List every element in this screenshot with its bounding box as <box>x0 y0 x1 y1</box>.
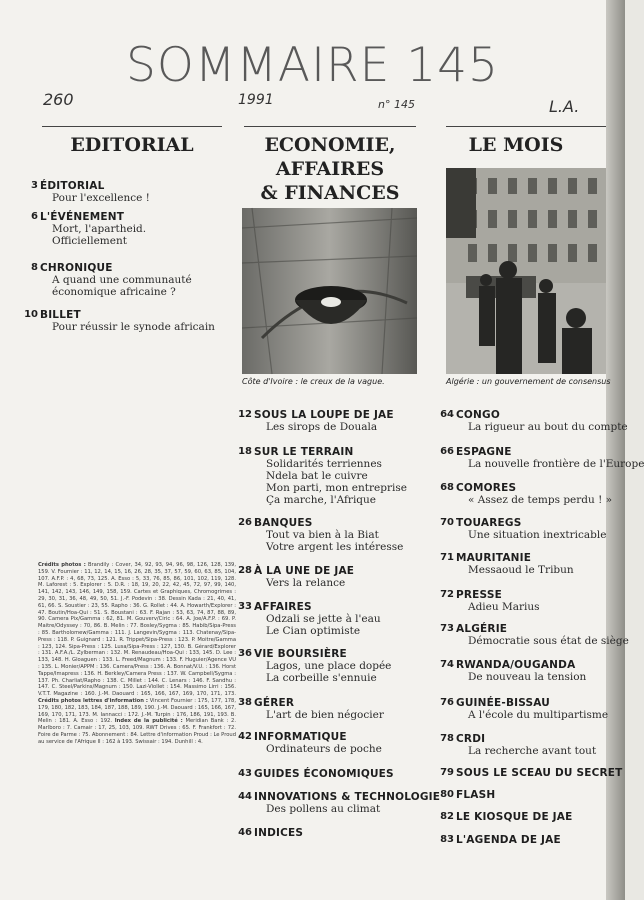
page-number: 10 <box>24 309 38 320</box>
entry-subtitle: La recherche avant tout <box>468 745 597 757</box>
entry-subtitle: Votre argent les intéresse <box>266 541 404 553</box>
page-number: 82 <box>440 811 454 822</box>
entry-heading: SOUS LA LOUPE DE JAE <box>254 409 394 421</box>
page-number: 66 <box>440 446 454 457</box>
mois-rule <box>446 126 606 127</box>
credits-pub-text: Meridian Bank : 2. Marlboro : 7. Camair : 17, 25, 103, 109. RWT Drives : 65. F. Frankfort : 72. Foire de Parme : 75. Abonnement : 84. Lettre d'information Proud : Le Proud au service de l'Afrique II : 162 à 193. Swissair : 194. Dunhill : 4. <box>38 718 236 745</box>
page-number: 42 <box>238 731 252 742</box>
page-number: 64 <box>440 409 454 420</box>
photo-cote-ivoire <box>242 208 417 374</box>
entry-heading: MAURITANIE <box>456 552 532 564</box>
page-number: 78 <box>440 733 454 744</box>
entry-heading: INFORMATIQUE <box>254 731 347 743</box>
entry-subtitle: Tout va bien à la Biat <box>266 529 379 541</box>
page-number: 72 <box>440 589 454 600</box>
page-number: 38 <box>238 697 252 708</box>
entry-heading: L'ÉVÉNEMENT <box>40 211 125 223</box>
page-title: SOMMAIRE 145 <box>126 38 499 93</box>
page-number: 28 <box>238 565 252 576</box>
page-number: 12 <box>238 409 252 420</box>
page-number: 44 <box>238 791 252 802</box>
entry-heading: ALGÉRIE <box>456 623 508 635</box>
entry-heading: VIE BOURSIÈRE <box>254 648 347 660</box>
caption-cote-ivoire: Côte d'Ivoire : le creux de la vague. <box>242 377 385 386</box>
entry-subtitle: Des pollens au climat <box>266 803 381 815</box>
entry-subtitle: Une situation inextricable <box>468 529 607 541</box>
page-binding-shadow <box>606 0 625 900</box>
credits-block <box>38 562 236 746</box>
entry-subtitle: De nouveau la tension <box>468 671 587 683</box>
entry-heading: LE KIOSQUE DE JAE <box>456 811 573 823</box>
entry-subtitle: Le Cian optimiste <box>266 625 361 637</box>
entry-subtitle: Ndela bat le cuivre <box>266 470 368 482</box>
entry-heading: L'AGENDA DE JAE <box>456 834 561 846</box>
entry-subtitle: A l'école du multipartisme <box>468 709 609 721</box>
entry-heading: GUIDES ÉCONOMIQUES <box>254 768 394 780</box>
entry-subtitle: La corbeille s'ennuie <box>266 672 377 684</box>
entry-subtitle: Vers la relance <box>266 577 346 589</box>
credits-pub-label: Index de la publicité : <box>114 718 183 725</box>
page-number: 68 <box>440 482 454 493</box>
page-number: 33 <box>238 601 252 612</box>
page-number: 6 <box>31 211 38 222</box>
page-number: 46 <box>238 827 252 838</box>
entry-subtitle: Adieu Marius <box>468 601 540 613</box>
entry-heading: BILLET <box>40 309 81 321</box>
page-number: 83 <box>440 834 454 845</box>
page-number: 74 <box>440 659 454 670</box>
entry-subtitle: Officiellement <box>52 235 127 247</box>
entry-heading: INNOVATIONS & TECHNOLOGIE <box>254 791 441 803</box>
page-number: 79 <box>440 767 454 778</box>
entry-subtitle: « Assez de temps perdu ! » <box>468 494 613 506</box>
entry-subtitle: Pour réussir le synode africain <box>52 321 215 333</box>
entry-subtitle: La rigueur au bout du compte <box>468 421 628 433</box>
entry-subtitle: Mon parti, mon entreprise <box>266 482 407 494</box>
entry-heading: RWANDA/OUGANDA <box>456 659 576 671</box>
entry-subtitle: La nouvelle frontière de l'Europe <box>468 458 644 470</box>
entry-subtitle: Odzali se jette à l'eau <box>266 613 381 625</box>
entry-heading: À LA UNE DE JAE <box>254 565 355 577</box>
page-number: 80 <box>440 789 454 800</box>
editorial-rule <box>42 126 222 127</box>
entry-subtitle: Ordinateurs de poche <box>266 743 382 755</box>
entry-subtitle: A quand une communauté <box>52 274 192 286</box>
page-number: 26 <box>238 517 252 528</box>
entry-heading: GÉRER <box>254 697 295 709</box>
entry-heading: SOUS LE SCEAU DU SECRET <box>456 767 623 779</box>
caption-algerie: Algérie : un gouvernement de consensus <box>446 377 611 386</box>
credits-photos-text: Brandily : Cover, 34, 92, 93, 94, 96, 98, 126, 128, 139, 159. V. Fournier : 11, 12, 14, 15, 16, 26, 28, 35, 37, 57, 59, 60, 63, 85, 104, 107. A.F.P. : 4, 68, 73, 125. A. Esso : 5, 33, 76, 85, 86, 101, 102, 119, 128. M. Laforest : 5. Explorer : 5. D.R. : 18, 19, 20, 22, 42, 45, 72, 97, 99, 140, 141, 142, 143, 146, 149, 158, 159. Cartes et Graphiques, Chromogrimes : 29, 30, 31, 36, 48, 49, 50, 51. J.-F. Podevin : 38. Dessin Kada : 21, 40, 41, 61, 66. S. Soustier : 23, 55. Rapho : 36. G. Rollet : 44. A. Howarth/Explorer : 47. Boutin/Hoa-Qui : 51. S. Boustani : 63. F. Rajan : 53, 63, 74, 87, 88, 89, 90. Camera Pix/Gamma : 62, 81. M. Gouverv/Ciric : 64. A. Joe/A.F.P. : 69. P. Maitre/Odyssey : 70, 86. B. Melin : 77. Bosley/Sygma : 85. Habib/Sipa-Press : 85. Bartholomew/Gamma : 111. J. Langevin/Sygma : 113. Chatenay/Sipa-Press : 118. P. Guignard : 121. R. Trippet/Sipa-Press : 123. P. Moitre/Gamma : 123, 124. Sipa-Press : 125. Lusa/Sipa-Press : 127, 130. B. Gérard/Explorer : 131. A.F.A./L. Zylberman : 132. M. Renaudeau/Hoa-Qui : 133, 145. D. Lee : 133, 148. H. Gloaguen : 133. L. Freed/Magnum : 133. F. Huguier/Agence VU : 135. L. Monier/APPM : 136. Camera/Press : 136. A. Bonnat/V.U. : 136. Horst Tappe/Imapress : 136. H. Berkley/Camera Press : 137. W. Campbell/Sygma : 137. Ph. Charliat/Rapho : 138. C. Millet : 144. C. Lenars : 146. F. Sandhu : 147. C. Steel/Parkins/Magnum : 150. Lazi-Viollet : 154. Massimo Lirri : 156. V.T.T. Magazine : 160. J.-M. Daouard : 165, 166, 167, 169, 170, 171, 173. <box>38 562 237 698</box>
page-number: 73 <box>440 623 454 634</box>
page-number: 70 <box>440 517 454 528</box>
entry-heading: CONGO <box>456 409 500 421</box>
entry-subtitle: Les sirops de Douala <box>266 421 378 433</box>
entry-heading: TOUAREGS <box>456 517 522 529</box>
page-number: 76 <box>440 697 454 708</box>
entry-heading: CHRONIQUE <box>40 262 113 274</box>
entry-subtitle: Ça marche, l'Afrique <box>266 494 377 506</box>
entry-subtitle: Messaoud le Tribun <box>468 564 574 576</box>
page-number: 43 <box>238 768 252 779</box>
entry-heading: GUINÉE-BISSAU <box>456 697 551 709</box>
economie-rule <box>244 126 416 127</box>
entry-subtitle: L'art de bien négocier <box>266 709 384 721</box>
entry-heading: ÉDITORIAL <box>40 180 105 192</box>
entry-subtitle: Mort, l'apartheid. <box>52 223 147 235</box>
credits-photos-label: Crédits photos : <box>38 562 86 568</box>
entry-heading: COMORES <box>456 482 517 494</box>
page-number: 71 <box>440 552 454 563</box>
handwritten-note-right: L.A. <box>549 97 580 116</box>
entry-heading: AFFAIRES <box>254 601 312 613</box>
credits-lettrines-text: Vincent Fournier : 175, 177, 178, 179, 180, 182, 183, 184, 187, 188, 189, 190. J.-M. Daouard : 165, 166, 167, 169, 170, 171, 173. M. Iannacci : 172. J.-M. Turpin : 176, 186, 191, 193. B. Melin : 181. A. Esso : 192. <box>38 697 236 725</box>
entry-heading: BANQUES <box>254 517 313 529</box>
entry-heading: FLASH <box>456 789 496 801</box>
column-heading-editorial: EDITORIAL <box>70 134 194 156</box>
column-heading-mois: LE MOIS <box>468 134 564 156</box>
entry-subtitle: Lagos, une place dopée <box>266 660 392 672</box>
column-heading-economie: ECONOMIE, AFFAIRES & FINANCES <box>260 134 400 204</box>
entry-heading: SUR LE TERRAIN <box>254 446 354 458</box>
entry-subtitle: Solidarités terriennes <box>266 458 382 470</box>
page-number: 36 <box>238 648 252 659</box>
photo-algerie <box>446 168 606 374</box>
entry-subtitle: économique africaine ? <box>52 286 176 298</box>
page-number: 3 <box>31 180 38 191</box>
page-number: 8 <box>31 262 38 273</box>
handwritten-note-year: 1991 <box>238 92 274 108</box>
entry-subtitle: Pour l'excellence ! <box>52 192 150 204</box>
handwritten-note-issue: n° 145 <box>378 98 415 111</box>
page-number: 18 <box>238 446 252 457</box>
entry-heading: CRDI <box>456 733 486 745</box>
entry-heading: PRESSE <box>456 589 502 601</box>
entry-heading: INDICES <box>254 827 304 839</box>
credits-lettrines-label: Crédits photos lettres d'information : <box>38 697 148 704</box>
entry-heading: ESPAGNE <box>456 446 512 458</box>
entry-subtitle: Démocratie sous état de siège <box>468 635 629 647</box>
handwritten-note-left: 260 <box>43 90 74 109</box>
